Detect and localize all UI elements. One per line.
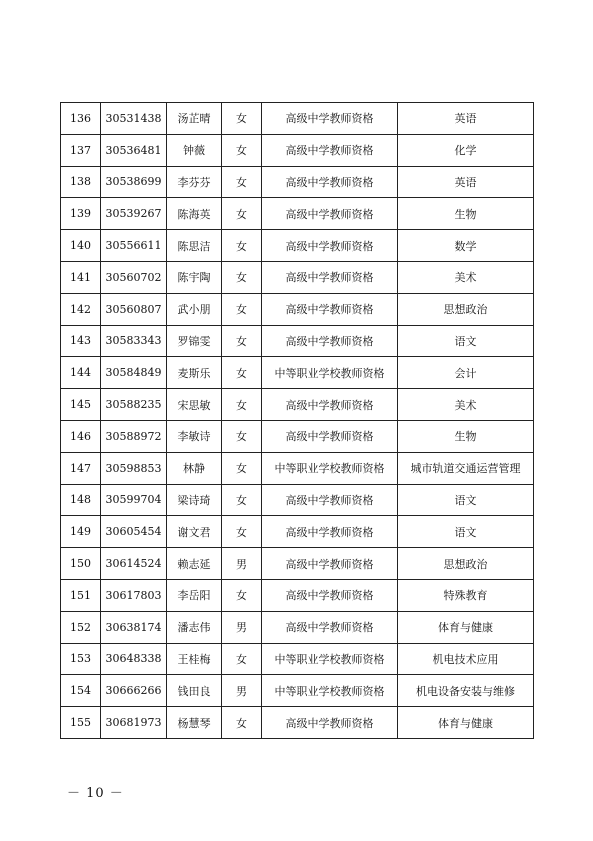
candidate-id-cell: 30605454 (101, 516, 167, 548)
qualification-type-cell: 高级中学教师资格 (262, 198, 398, 230)
row-index-cell: 148 (61, 484, 101, 516)
row-index-cell: 140 (61, 230, 101, 262)
name-cell: 王桂梅 (167, 643, 222, 675)
row-index-cell: 146 (61, 420, 101, 452)
qualification-type-cell: 高级中学教师资格 (262, 611, 398, 643)
candidate-id-cell: 30531438 (101, 103, 167, 135)
row-index-cell: 155 (61, 707, 101, 739)
candidate-id-cell: 30648338 (101, 643, 167, 675)
gender-cell: 男 (222, 548, 262, 580)
qualification-type-cell: 高级中学教师资格 (262, 420, 398, 452)
candidate-id-cell: 30614524 (101, 548, 167, 580)
row-index-cell: 150 (61, 548, 101, 580)
name-cell: 武小朋 (167, 293, 222, 325)
subject-cell: 思想政治 (398, 293, 534, 325)
candidate-id-cell: 30638174 (101, 611, 167, 643)
subject-cell: 英语 (398, 166, 534, 198)
candidate-id-cell: 30588972 (101, 420, 167, 452)
table-row (61, 198, 534, 230)
gender-cell: 男 (222, 675, 262, 707)
name-cell: 陈宇陶 (167, 261, 222, 293)
table-row (61, 675, 534, 707)
gender-cell: 女 (222, 452, 262, 484)
row-index-cell: 152 (61, 611, 101, 643)
gender-cell: 女 (222, 707, 262, 739)
row-index-cell: 151 (61, 579, 101, 611)
subject-cell: 机电设备安装与维修 (398, 675, 534, 707)
name-cell: 钟薇 (167, 134, 222, 166)
qualification-type-cell: 高级中学教师资格 (262, 325, 398, 357)
row-index-cell: 147 (61, 452, 101, 484)
candidate-id-cell: 30583343 (101, 325, 167, 357)
row-index-cell: 145 (61, 389, 101, 421)
name-cell: 李敏诗 (167, 420, 222, 452)
candidate-id-cell: 30556611 (101, 230, 167, 262)
subject-cell: 语文 (398, 484, 534, 516)
candidate-id-cell: 30584849 (101, 357, 167, 389)
qualification-type-cell: 高级中学教师资格 (262, 134, 398, 166)
candidate-id-cell: 30560702 (101, 261, 167, 293)
table-row (61, 166, 534, 198)
table-row (61, 420, 534, 452)
row-index-cell: 142 (61, 293, 101, 325)
name-cell: 谢文君 (167, 516, 222, 548)
row-index-cell: 143 (61, 325, 101, 357)
gender-cell: 女 (222, 357, 262, 389)
roster-table (60, 102, 534, 739)
subject-cell: 美术 (398, 261, 534, 293)
table-row (61, 261, 534, 293)
gender-cell: 女 (222, 166, 262, 198)
candidate-id-cell: 30536481 (101, 134, 167, 166)
row-index-cell: 149 (61, 516, 101, 548)
gender-cell: 女 (222, 325, 262, 357)
candidate-id-cell: 30538699 (101, 166, 167, 198)
candidate-id-cell: 30588235 (101, 389, 167, 421)
table-row (61, 325, 534, 357)
name-cell: 陈思洁 (167, 230, 222, 262)
row-index-cell: 154 (61, 675, 101, 707)
table-row (61, 230, 534, 262)
name-cell: 汤芷晴 (167, 103, 222, 135)
name-cell: 潘志伟 (167, 611, 222, 643)
row-index-cell: 137 (61, 134, 101, 166)
qualification-type-cell: 高级中学教师资格 (262, 293, 398, 325)
gender-cell: 女 (222, 516, 262, 548)
subject-cell: 会计 (398, 357, 534, 389)
gender-cell: 女 (222, 484, 262, 516)
name-cell: 麦斯乐 (167, 357, 222, 389)
qualification-type-cell: 高级中学教师资格 (262, 484, 398, 516)
subject-cell: 体育与健康 (398, 611, 534, 643)
candidate-id-cell: 30598853 (101, 452, 167, 484)
subject-cell: 特殊教育 (398, 579, 534, 611)
row-index-cell: 153 (61, 643, 101, 675)
row-index-cell: 136 (61, 103, 101, 135)
subject-cell: 生物 (398, 420, 534, 452)
name-cell: 杨慧琴 (167, 707, 222, 739)
subject-cell: 语文 (398, 325, 534, 357)
table-row (61, 611, 534, 643)
subject-cell: 英语 (398, 103, 534, 135)
subject-cell: 思想政治 (398, 548, 534, 580)
candidate-id-cell: 30666266 (101, 675, 167, 707)
qualification-type-cell: 中等职业学校教师资格 (262, 675, 398, 707)
table-row (61, 389, 534, 421)
qualification-type-cell: 高级中学教师资格 (262, 389, 398, 421)
name-cell: 陈海英 (167, 198, 222, 230)
table-row (61, 484, 534, 516)
table-row (61, 707, 534, 739)
name-cell: 林静 (167, 452, 222, 484)
gender-cell: 女 (222, 261, 262, 293)
table-row (61, 548, 534, 580)
name-cell: 钱田良 (167, 675, 222, 707)
page-number: － 10 － (67, 786, 124, 801)
row-index-cell: 141 (61, 261, 101, 293)
table-row (61, 516, 534, 548)
table-row (61, 134, 534, 166)
candidate-id-cell: 30599704 (101, 484, 167, 516)
subject-cell: 化学 (398, 134, 534, 166)
gender-cell: 女 (222, 579, 262, 611)
gender-cell: 男 (222, 611, 262, 643)
qualification-type-cell: 中等职业学校教师资格 (262, 357, 398, 389)
qualification-type-cell: 中等职业学校教师资格 (262, 643, 398, 675)
table-row (61, 293, 534, 325)
gender-cell: 女 (222, 134, 262, 166)
name-cell: 罗锦雯 (167, 325, 222, 357)
gender-cell: 女 (222, 643, 262, 675)
table-row (61, 579, 534, 611)
row-index-cell: 139 (61, 198, 101, 230)
qualification-type-cell: 高级中学教师资格 (262, 707, 398, 739)
qualification-type-cell: 高级中学教师资格 (262, 166, 398, 198)
qualification-type-cell: 中等职业学校教师资格 (262, 452, 398, 484)
subject-cell: 数学 (398, 230, 534, 262)
roster-table-body (61, 103, 534, 739)
subject-cell: 生物 (398, 198, 534, 230)
qualification-type-cell: 高级中学教师资格 (262, 548, 398, 580)
subject-cell: 城市轨道交通运营管理 (398, 452, 534, 484)
name-cell: 赖志延 (167, 548, 222, 580)
name-cell: 李岳阳 (167, 579, 222, 611)
qualification-type-cell: 高级中学教师资格 (262, 516, 398, 548)
subject-cell: 语文 (398, 516, 534, 548)
table-row (61, 103, 534, 135)
qualification-type-cell: 高级中学教师资格 (262, 103, 398, 135)
gender-cell: 女 (222, 420, 262, 452)
subject-cell: 体育与健康 (398, 707, 534, 739)
table-row (61, 357, 534, 389)
qualification-type-cell: 高级中学教师资格 (262, 579, 398, 611)
qualification-type-cell: 高级中学教师资格 (262, 230, 398, 262)
row-index-cell: 144 (61, 357, 101, 389)
table-row (61, 643, 534, 675)
subject-cell: 机电技术应用 (398, 643, 534, 675)
candidate-id-cell: 30539267 (101, 198, 167, 230)
candidate-id-cell: 30617803 (101, 579, 167, 611)
candidate-id-cell: 30560807 (101, 293, 167, 325)
gender-cell: 女 (222, 103, 262, 135)
gender-cell: 女 (222, 198, 262, 230)
subject-cell: 美术 (398, 389, 534, 421)
name-cell: 梁诗琦 (167, 484, 222, 516)
row-index-cell: 138 (61, 166, 101, 198)
table-row (61, 452, 534, 484)
candidate-id-cell: 30681973 (101, 707, 167, 739)
gender-cell: 女 (222, 293, 262, 325)
name-cell: 李芬芬 (167, 166, 222, 198)
gender-cell: 女 (222, 230, 262, 262)
gender-cell: 女 (222, 389, 262, 421)
name-cell: 宋思敏 (167, 389, 222, 421)
qualification-type-cell: 高级中学教师资格 (262, 261, 398, 293)
